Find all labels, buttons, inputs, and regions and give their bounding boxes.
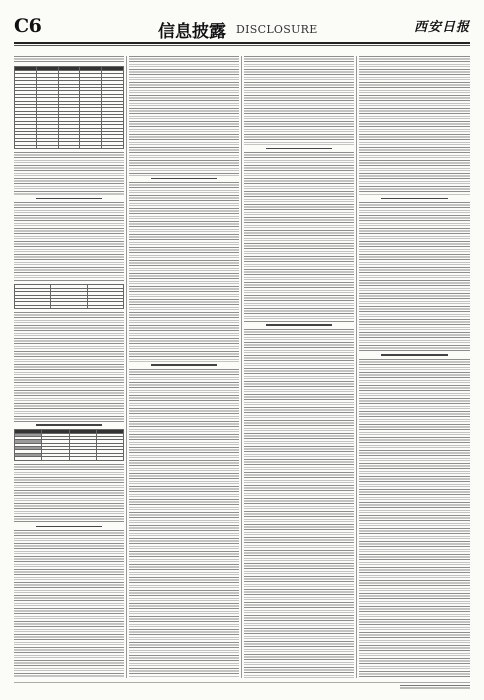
section-heading (381, 354, 448, 355)
text-block (129, 369, 239, 678)
data-table (14, 284, 124, 309)
section-heading (266, 324, 332, 325)
text-block (14, 464, 124, 524)
text-block (244, 329, 354, 678)
text-block (14, 312, 124, 422)
masthead-rule (14, 42, 470, 44)
column-divider (356, 56, 357, 678)
column-divider (126, 56, 127, 678)
column-3 (244, 56, 354, 678)
brand-logo: 西安日报 (414, 20, 471, 35)
page-number: C6 (14, 15, 42, 37)
text-block (14, 152, 124, 196)
data-table (14, 429, 124, 461)
text-block (359, 202, 470, 352)
column-divider (241, 56, 242, 678)
section-title-cn: 信息披露 (158, 22, 226, 42)
text-block (359, 359, 470, 678)
column-4 (359, 56, 470, 678)
text-block (244, 152, 354, 322)
section-heading (151, 178, 217, 179)
text-block (129, 182, 239, 362)
text-block (129, 56, 239, 176)
text-block (14, 202, 124, 282)
section-title-en: DISCLOSURE (236, 23, 318, 36)
section-heading (151, 364, 217, 365)
masthead-rule-thin (14, 45, 470, 46)
footer-note (400, 685, 470, 690)
text-block (14, 530, 124, 678)
column-2 (129, 56, 239, 678)
section-heading (36, 198, 102, 199)
data-table (14, 66, 124, 149)
text-block (359, 56, 470, 196)
section-heading (36, 526, 102, 527)
text-block (14, 56, 124, 64)
text-block (244, 56, 354, 146)
bottom-rule (14, 682, 470, 683)
section-heading (381, 198, 448, 199)
column-1 (14, 56, 124, 678)
section-heading (266, 148, 332, 149)
masthead (14, 15, 471, 42)
section-heading (36, 424, 102, 425)
